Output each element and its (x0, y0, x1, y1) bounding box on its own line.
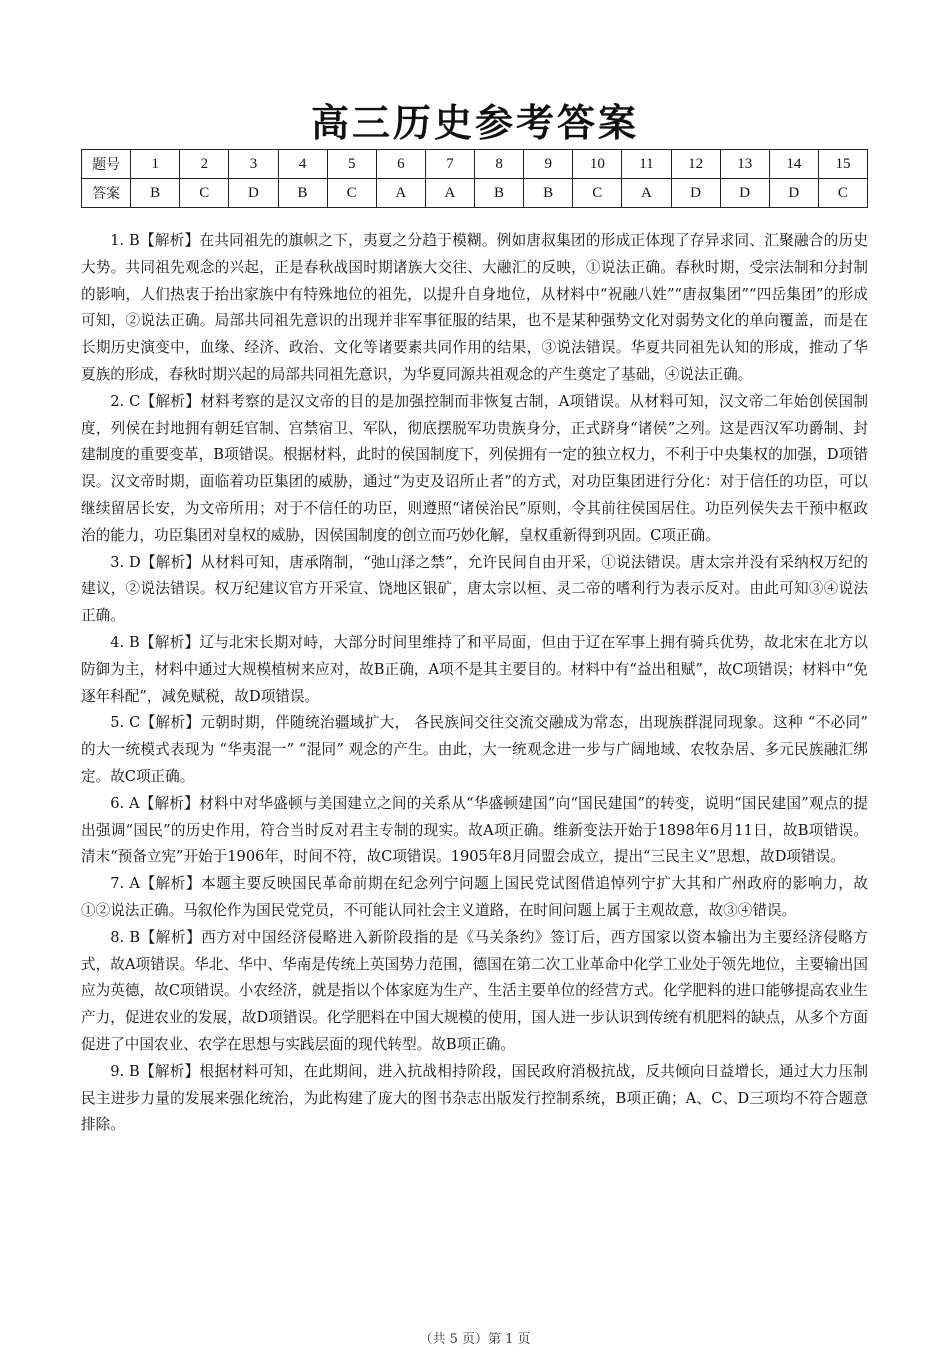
question-number-cell: 9 (524, 150, 573, 179)
page-title: 高三历史参考答案 (310, 101, 639, 145)
question-number-row (82, 150, 868, 179)
explanation-paragraph: 8. B【解析】西方对中国经济侵略进入新阶段指的是《马关条约》签订后，西方国家以资本输出为主要经济侵略方式，故A项错误。华北、华中、华南是传统上英国势力范围，德国在第二次工业革命中化学工业处于领先地位，主要输出国应为英德，故C项错误。小农经济，就是指以个体家庭为生产、生活主要单位的经营方式。化学肥料的进口能够提高农业生产力，促进农业的发展，故D项错误。化学肥料在中国大规模的使用，国人进一步认识到传统有机肥料的缺点，从多个方面促进了中国农业、农学在思想与实践层面的现代转型。故B项正确。 (81, 928, 868, 1053)
answer-cell: B (278, 179, 327, 208)
question-number-cell: 5 (327, 150, 376, 179)
question-number-cell: 12 (671, 150, 720, 179)
question-number-cell: 4 (278, 150, 327, 179)
question-number-cell: 11 (622, 150, 671, 179)
answer-cell: B (524, 179, 573, 208)
answer-cell: D (229, 179, 278, 208)
row-label: 答案 (82, 179, 131, 208)
answer-row (82, 179, 868, 208)
answer-cell: C (818, 179, 867, 208)
question-number-cell: 13 (720, 150, 769, 179)
page-footer: （共 5 页）第 1 页 (419, 1332, 531, 1347)
answer-cell: C (573, 179, 622, 208)
question-number-cell: 2 (180, 150, 229, 179)
question-number-cell: 14 (769, 150, 818, 179)
answer-cell: A (622, 179, 671, 208)
question-number-cell: 7 (425, 150, 474, 179)
answer-cell: D (769, 179, 818, 208)
question-number-cell: 6 (376, 150, 425, 179)
explanation-paragraph: 4. B【解析】辽与北宋长期对峙，大部分时间里维持了和平局面，但由于辽在军事上拥有骑兵优势，故北宋在北方以防御为主，材料中通过大规模植树来应对，故B正确，A项不是其主要目的。材料中有“益出租赋”，故C项错误；材料中“免逐年科配”，减免赋税，故D项错误。 (81, 633, 868, 705)
explanation-paragraph: 5. C【解析】元朝时期，伴随统治疆域扩大， 各民族间交往交流交融成为常态，出现族群混同现象。这种 “不必同” 的大一统模式表现为 “华夷混一” “混同” 观念的产生。由此，大一统观念进一步与广阔地域、农牧杂居、多元民族融汇绑定。故C项正确。 (81, 714, 868, 785)
explanation-paragraph: 7. A【解析】本题主要反映国民革命前期在纪念列宁问题上国民党试图借追悼列宁扩大其和广州政府的影响力，故①②说法正确。马叙伦作为国民党党员，不可能认同社会主义道路，在时间问题上属于主观故意，故③④错误。 (81, 875, 868, 919)
answer-table (81, 149, 868, 208)
answer-cell: D (720, 179, 769, 208)
answer-cell: C (180, 179, 229, 208)
explanation-paragraph: 1. B【解析】在共同祖先的旗帜之下，夷夏之分趋于模糊。例如唐叔集团的形成正体现了存异求同、汇聚融合的历史大势。共同祖先观念的兴起，正是春秋战国时期诸族大交往、大融汇的反映，①说法正确。春秋时期，受宗法制和分封制的影响，人们热衷于抬出家族中有特殊地位的祖先，以提升自身地位，从材料中“祝融八姓”“唐叔集团”“四岳集团”的形成可知，②说法正确。局部共同祖先意识的出现并非军事征服的结果，也不是某种强势文化对弱势文化的单向覆盖，而是在长期历史演变中，血缘、经济、政治、文化等诸要素共同作用的结果，③说法错误。华夏共同祖先认知的形成，推动了华夏族的形成，春秋时期兴起的局部共同祖先意识，为华夏同源共祖观念的产生奠定了基础，④说法正确。 (81, 232, 868, 383)
explanation-paragraph: 6. A【解析】材料中对华盛顿与美国建立之间的关系从“华盛顿建国”向“国民建国”的转变，说明“国民建国”观点的提出强调“国民”的历史作用，符合当时反对君主专制的现实。故A项正确。维新变法开始于1898年6月11日，故B项错误。清末“预备立宪”开始于1906年，时间不符，故C项错误。1905年8月同盟会成立，提出“三民主义”思想，故D项错误。 (81, 794, 868, 866)
answer-cell: D (671, 179, 720, 208)
explanation-paragraph: 9. B【解析】根据材料可知，在此期间，进入抗战相持阶段，国民政府消极抗战，反共倾向日益增长，通过大力压制民主进步力量的发展来强化统治，为此构建了庞大的图书杂志出版发行控制系统，B项正确；A、C、D三项均不符合题意排除。 (81, 1062, 868, 1134)
explanation-paragraph: 2. C【解析】材料考察的是汉文帝的目的是加强控制而非恢复古制，A项错误。从材料可知，汉文帝二年始创侯国制度，列侯在封地拥有朝廷官制、宫禁宿卫、军队，彻底摆脱军功贵族身分，正式跻身“诸侯”之列。这是西汉军功爵制、封建制度的重要变革，B项错误。根据材料，此时的侯国制度下，列侯拥有一定的独立权力，不利于中央集权的加强，D项错误。汉文帝时期，面临着功臣集团的威胁，通过“为吏及诏所止者”的方式，对功臣集团进行分化：对于信任的功臣，可以继续留居长安，为文帝所用；对于不信任的功臣，则遵照“诸侯治民”原则，令其前往侯国居住。功臣列侯失去干预中枢政治的能力，功臣集团对皇权的威胁，因侯国制度的创立而巧妙化解，皇权重新得到巩固。C项正确。 (81, 392, 868, 544)
row-label: 题号 (82, 150, 131, 179)
answer-cell: B (475, 179, 524, 208)
question-number-cell: 10 (573, 150, 622, 179)
question-number-cell: 1 (131, 150, 180, 179)
explanations (81, 228, 868, 1139)
answer-cell: A (376, 179, 425, 208)
explanation-paragraph: 3. D【解析】从材料可知，唐承隋制，“弛山泽之禁”，允许民间自由开采，①说法错误。唐太宗并没有采纳权万纪的建议，②说法错误。权万纪建议官方开采宣、饶地区银矿，唐太宗以桓、灵二帝的嗜利行为表示反对。由此可知③④说法正确。 (81, 553, 868, 625)
question-number-cell: 3 (229, 150, 278, 179)
answer-cell: B (131, 179, 180, 208)
answer-cell: A (425, 179, 474, 208)
question-number-cell: 15 (818, 150, 867, 179)
question-number-cell: 8 (475, 150, 524, 179)
answer-cell: C (327, 179, 376, 208)
